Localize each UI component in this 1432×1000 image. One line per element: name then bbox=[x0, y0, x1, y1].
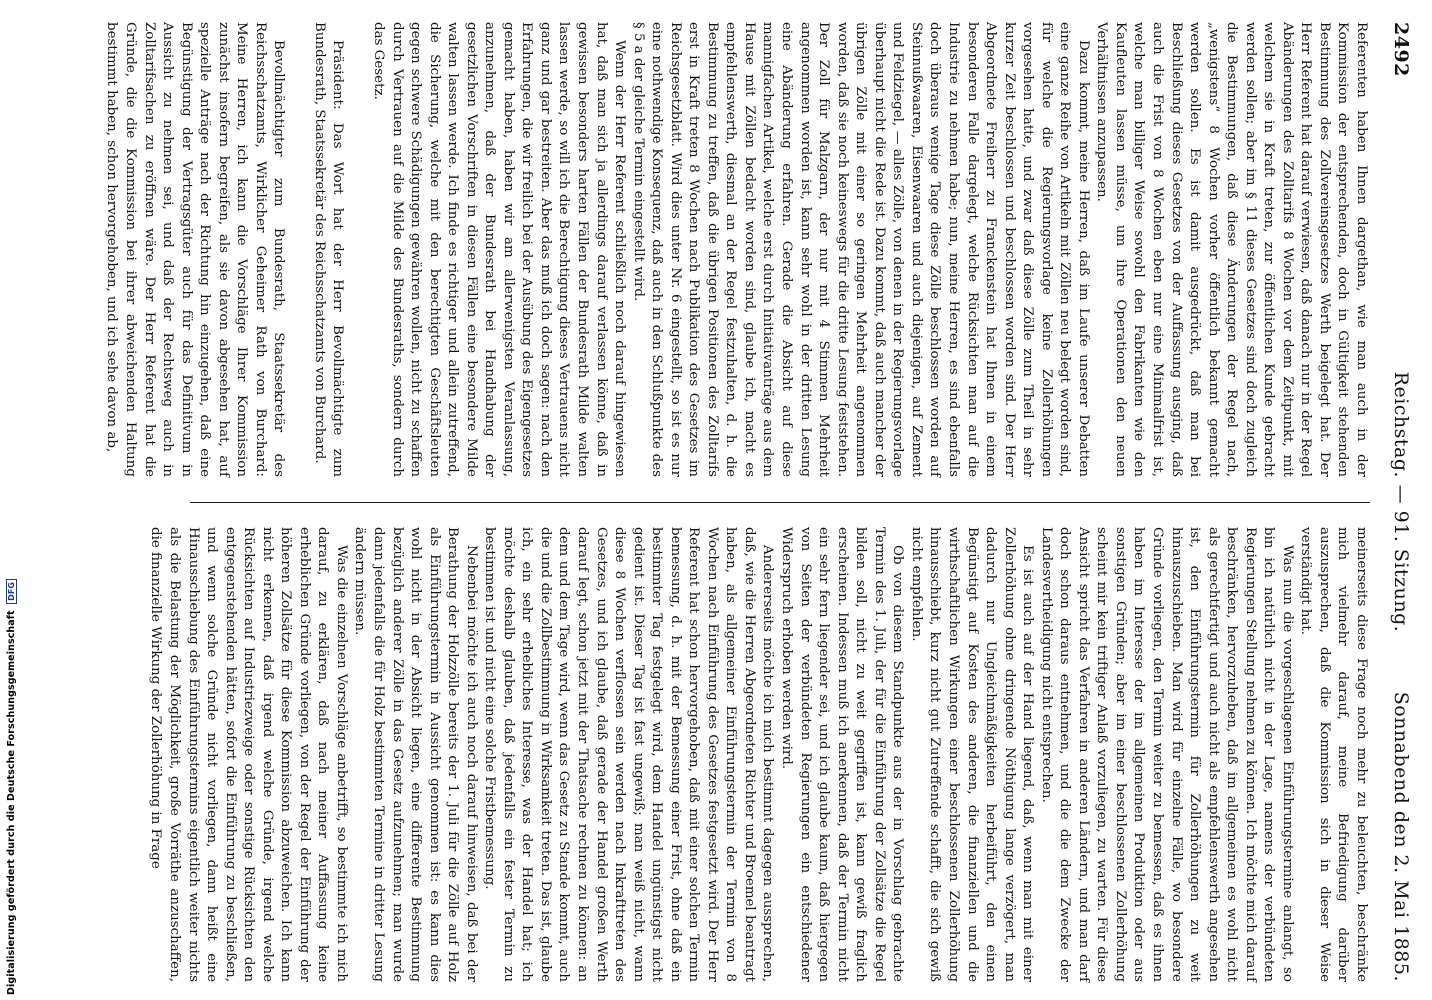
paragraph: Andererseits möchte ich mich bestimmt dagegen aussprechen, daß, wie die Herren Abgeordneten Richter und Broemel beantragt haben, als allgemeiner Einführungstermin der Termin von 8 Wochen nach Einführung des Gesetzes festgesetzt wird. Der Herr Referent hat schon hervorgehoben, daß mit einer solchen Termin bemessung, d. h. mit der Bemessung einer Frist, ohne daß ein bestimmter Tag festgelegt wird, dem Handel ungünstigst nicht gedient ist. Dieser Tag ist fast ungewiß; man weiß nicht, wann diese 8 Wochen verflossen sein werden nach Inkrafttreten des Gesetzes, und ich glaube, daß gerade der Handel großen Werth darauf legt, schon jetzt mit der Thatsache rechnen zu können: an dem und dem Tage wird, wenn das Gesetz zu Stande kommt, auch die und die Zollbestimmung in Wirksamkeit treten. Das ist, glaube ich, ein sehr erhebliches Interesse, was der Handel hat; ich möchte deshalb glauben, daß jedenfalls ein fester Termin zu bestimmen ist und nicht eine solche Fristbemessung. bbox=[482, 527, 776, 982]
paragraph: Ob von diesem Standpunkte aus der in Vorschlag gebrachte Termin des 1. Juli, der für die Einführung der Zollsätze die Regel bilden soll, nicht zu weit gegriffen ist, kann gewiß fraglich erscheinen. Indessen muß ich anerkennen, daß der Termin nicht ein sehr fern liegender sei, und ich glaube kaum, daß hiergegen von Seiten der verbündeten Regierungen ein entschiedener Widerspruch erhoben werden wird. bbox=[779, 527, 906, 982]
paragraph: meinerseits diese Frage noch mehr zu beleuchten, beschränke mich vielmehr darauf, meine Befriedigung darüber auszusprechen, daß die Kommission sich in dieser Weise verständigt hat. bbox=[1298, 527, 1369, 982]
page-header bbox=[1380, 22, 1414, 982]
session-date: Sonnabend den 2. Mai 1885. bbox=[1390, 691, 1412, 982]
speaker-paragraph: Bevollmächtigter zum Bundesrath, Staatssekretär des Reichsschatzamts, Wirklicher Geheimer Rath von Burchard: Meine Herren, ich kann die Vorschläge Ihrer Kommission zunächst insofern begreifen, als sie davon abgesehen hat, auf spezielle Anträge nach der Richtung hin einzugehen, daß eine Begünstigung der Vertragsgüter auch für das Definitivum in Aussicht zu nehmen sei, und daß der Rechtsweg auch in Zolltarifsachen zu eröffnen wäre. Der Herr Referent hat die Gründe, die die Kommission bei ihrer abweichenden Haltung bestimmt haben, schon hervorgehoben, und ich sehe davon ab, bbox=[104, 22, 287, 477]
spacer bbox=[346, 22, 368, 477]
dfg-logo: DFG bbox=[6, 579, 17, 604]
paragraph: Dazu kommt, meine Herren, daß im Laufe unserer Debatten eine ganze Reihe von Artikeln mit Zöllen neu belegt worden sind, für welche die Regierungsvorlage keine Zollerhöhungen vorgesehen hatte, und zwar daß diese Zölle zum Theil in sehr kurzer Zeit beschlossen und beschlossen worden sind. Der Herr Abgeordnete Freiherr zu Franckenstein hat Ihnen in einem besonderen Falle dargelegt, welche Rücksichten man auf die Industrie zu nehmen habe; nun, meine Herren, es sind ebenfalls doch überaus wenige Tage diese Zölle beschlossen worden auf Steinnußwaaren, Eisenwaaren und auch diejenigen, auf Zement und Feldziegel, — alles Zölle, von denen in der Regierungsvorlage überhaupt nicht die Rede ist. Dazu kommt, daß auch mancher der übrigen Zölle mit einer so geringen Mehrheit angenommen worden, daß sie noch keineswegs für die dritte Lesung feststehen. Der Zoll für Malzgarn, der nur mit 4 Stimmen Mehrheit angenommen worden ist, kann sehr wohl in der dritten Lesung eine Abänderung erfahren. Gerade die Absicht auf diese mannigfachen Artikel, welche erst durch Initiativanträge aus dem Hause mit Zöllen bedacht worden sind, glaube ich, macht es empfehlenswerth, diesmal an der Regel festzuhalten, d. h. die Bestimmung zu treffen, daß die übrigen Positionen des Zolltarifs erst in Kraft treten 8 Wochen nach Publikation des Gesetzes im Reichsgesetzblatt. Wird dies unter Nr. 6 eingestellt, so ist es nur eine nothwendige Konsequenz, daß auch in den Schlußpunkte des § 5 a der gleiche Termin eingestellt wird. bbox=[630, 22, 1091, 477]
president-remark: Präsident: Das Wort hat der Herr Bevollmächtigte zum Bundesrath, Staatssekretär des Reichsschatzamts von Burchard. bbox=[311, 22, 346, 477]
paragraph: Referenten haben Ihnen dargethan, wie man auch in der Kommission der entsprechenden, doch in Gültigkeit stehenden Bestimmung des Zollvereinsgesetzes Werth beigelegt hat. Der Herr Referent hat darauf verwiesen, daß danach nur in der Regel Abänderungen des Zolltarifs 8 Wochen vor dem Zeitpunkt, mit welchem sie in Kraft treten, zur öffentlichen Kunde gebracht werden sollen; aber im § 11 dieses Gesetzes sind doch zugleich die Bestimmungen, daß diese Änderungen der Regel nach, „wenigstens“ 8 Wochen vorher öffentlich bekannt gemacht werden sollen. Es ist damit ausgedrückt, daß man bei Beschließung dieses Gesetzes von der Auffassung ausging, daß auch die Frist von 8 Wochen eben nur eine Minimalfrist ist, welche man billiger Weise sowohl den Fabrikanten wie den Kaufleuten lassen müsse, um ihre Operationen den neuen Verhältnissen anzupassen. bbox=[1094, 22, 1369, 477]
left-column bbox=[104, 22, 1370, 477]
column-divider bbox=[190, 502, 1370, 503]
paragraph: Wenn der Herr Referent schließlich noch darauf hingewiesen hat, daß man sich ja allerdings darauf verlassen könne, daß in gewissen besonders harten Fällen der Bundesrath Milde walten lassen werde, so will ich die Berechtigung dieses Vertrauens nicht ganz und gar bestreiten. Aber das muß ich doch sagen: nach den Erfahrungen, die wir freilich bei der Ausübung des Eigengesetzes gemacht haben, haben wir am allerwenigsten Veranlassung, anzunehmen, daß der Bundesrath bei Handhabung der gesetzlichen Vorschriften in diesen Fällen eine besondere Milde walten lassen werde. Ich finde es richtiger und allein zutreffend, die Sicherung, welche mit den berechtigten Geschäftsleuten gegen schwere Schädigungen gewähren wollen, nicht zu schaffen durch Vertrauen auf die Milde des Bundesraths, sondern durch das Gesetz. bbox=[371, 22, 628, 477]
paragraph: Was nun die vorgeschlagenen Einführungstermine anlangt, so bin ich natürlich nicht in der Lage, namens der verbündeten Regierungen Stellung nehmen zu können. Ich möchte mich darauf beschränken, hervorzuheben, daß im allgemeinen es wohl nicht als gerechtfertigt und auch nicht als empfehlenswerth angesehen ist, den Einführungstermin für Zollerhöhungen zu weit hinauszuschieben. Man wird für einzelne Fälle, wo besondere Gründe vorliegen, den Termin weiter zu bemessen, daß es ihnen haben im Interesse der im allgemeinen Produktion oder aus sonstigen Gründen; aber im einer beschlossenen Zollerhöhung scheint mir kein triftiger Anlaß vorzuliegen, zu warten. Für diese Ansicht spricht das Verfahren in anderen Ländern, und man darf doch schon daraus entnehmen, und die die dem Zwecke der Landesvertheidigung nicht entsprechen. bbox=[1038, 527, 1295, 982]
paragraph: Was die einzelnen Vorschläge anbetrifft, so bestimmte ich mich darauf, zu erklären, daß nach meiner Auffassung keine erheblichen Gründe vorliegen, von der Regel der Einführung der höheren Zollsätze für diese Kommission abzuweichen. Ich kann nicht erkennen, daß irgend welche Gründe, irgend welche Rücksichten auf Industriezweige oder sonstige Rücksichten den entgegenstehenden hätten, sofort die Einführung zu beschließen, und wenn solche Gründe nicht vorliegen, dann heißt eine Hinausschiebung des Einführungstermins eigentlich weiter nichts als die Belastung der Möglichkeit, große Vorräthe anzuschaffen, die finanzielle Wirkung der Zollerhöhung in Frage bbox=[148, 527, 349, 982]
session-title: Reichstag. — 91. Sitzung. bbox=[1390, 371, 1412, 633]
right-column bbox=[120, 527, 1370, 982]
digitization-credit bbox=[6, 579, 17, 995]
rotated-page-content bbox=[104, 22, 1414, 982]
paragraph: Es ist auch auf der Hand liegend, daß, wenn man mit einer Zollerhöhung ohne dringende Nöthigung lange verzögert, man dadurch nur Ungleichmäßigkeiten herbeiführt, den einen Begünstigt auf Kosten des anderen, die finanziellen und die wirthschaftlichen Wirkungen einer beschlossenen Zollerhöhung hinausschiebt, kurz nicht gut Zutreffende schafft, die sich gewiß nicht empfehlen. bbox=[908, 527, 1036, 982]
page-number: 2492 bbox=[1390, 22, 1412, 77]
spacer bbox=[287, 22, 309, 477]
paragraph: Nebenbei möchte ich auch noch darauf hinweisen, daß bei der Berathung der Holzzölle bereits der 1. Juli für die Zölle auf Holz als Einführungstermin in Aussicht genommen ist: es kann dies wohl nicht in der Absicht liegen, eine differente Bestimmung bezüglich anderer Zölle in das Gesetz aufzunehmen; man wurde dann jedenfalls die für Holz bestimmten Termine in dritter Lesung ändern müssen. bbox=[352, 527, 479, 982]
credit-text: Digitalisierung gefördert durch die Deutsche Forschungsgemeinschaft bbox=[6, 610, 17, 995]
